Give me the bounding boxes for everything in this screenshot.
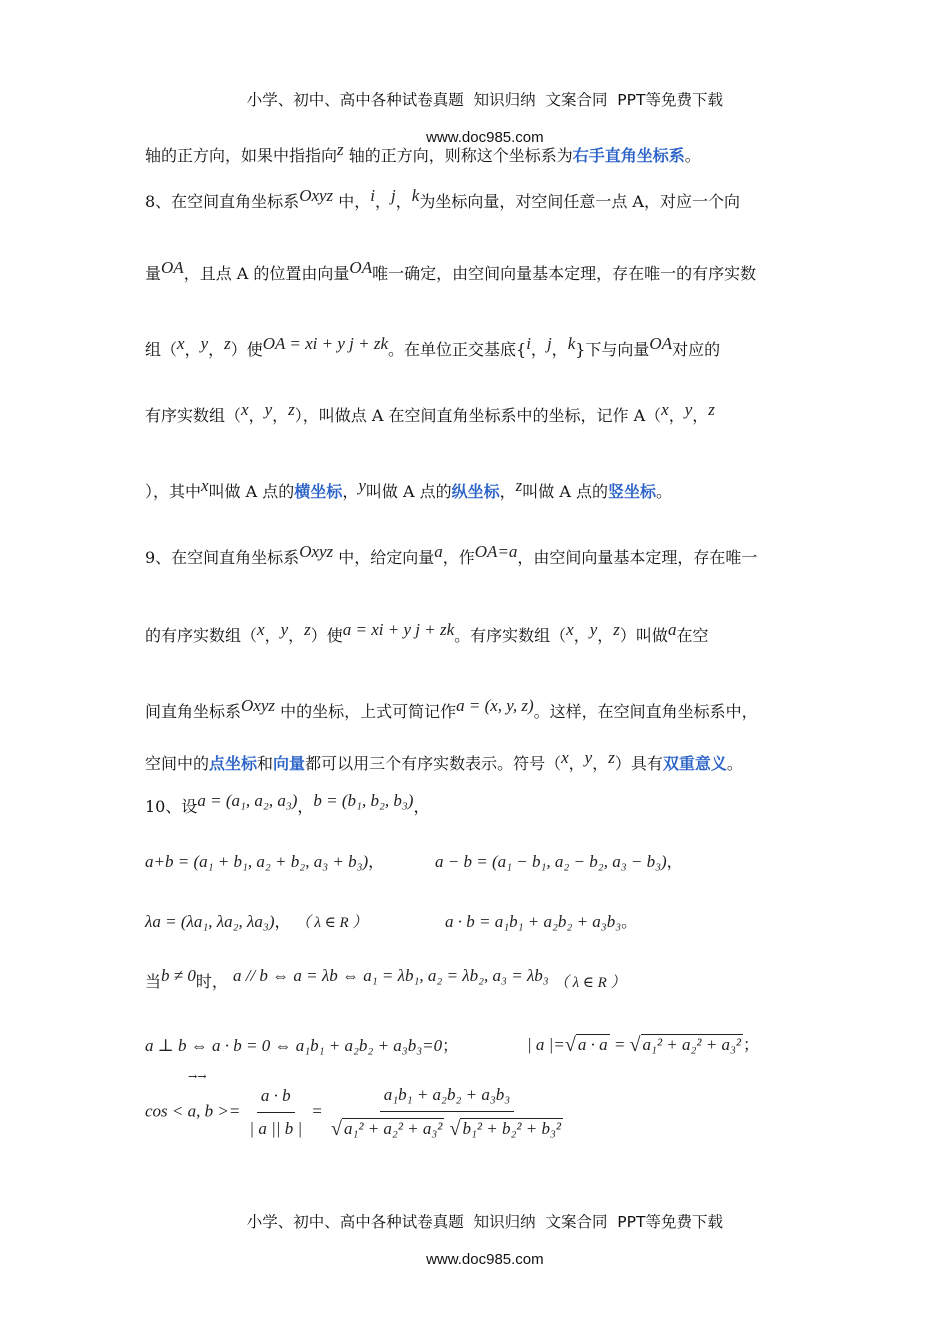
math-z: z (515, 476, 523, 495)
text: 都可以用三个有序实数表示。符号（ (305, 754, 562, 773)
text: ； (743, 1035, 760, 1054)
formula-scalar (145, 912, 367, 933)
math-oa-equals-a: OA=a (474, 542, 518, 561)
math-a-squares: a₁² + a₂² + a₃² (343, 1119, 443, 1138)
formula-definition (145, 791, 430, 817)
fraction-component-form (327, 1082, 567, 1142)
text: ）使 (230, 340, 263, 359)
math-x: x (257, 620, 265, 639)
paragraph-7-tail (145, 140, 701, 166)
math-denominator: | a || b | (249, 1118, 303, 1138)
formula-parallel (145, 966, 626, 993)
text: ， (592, 754, 609, 773)
text: 唯一确定，由空间向量基本定理，存在唯一的有序实数 (372, 264, 757, 283)
math-x: x (201, 476, 209, 495)
math-oa: OA (161, 258, 184, 277)
text: 组（ (145, 340, 178, 359)
math-a-components: a = (a₁, a₂, a₃) (197, 791, 298, 810)
footer-text: 小学、初中、高中各种试卷真题 知识归纳 文案合同 PPT等免费下载 (246, 1213, 723, 1231)
text: ），叫做点 A 在空间直角坐标系中的坐标，记作 A（ (294, 406, 662, 425)
text: 中，给定向量 (333, 548, 435, 567)
text: 中， (333, 192, 371, 211)
math-z: z (708, 400, 715, 419)
text: ， (395, 192, 412, 211)
term-height-coordinate: 竖坐标 (608, 482, 657, 501)
math-cosine-lhs: cos < a, b >= (145, 1101, 241, 1121)
math-z: z (288, 400, 295, 419)
text: 空间中的 (145, 754, 210, 773)
paragraph-9-line-3 (145, 696, 758, 722)
text: }下与向量 (575, 340, 650, 359)
text: ）叫做 (619, 626, 668, 645)
math-sum-of-squares: a₁² + a₂² + a₃² (642, 1035, 741, 1054)
text: 在空 (676, 626, 709, 645)
term-horizontal-coordinate: 横坐标 (294, 482, 343, 501)
math-vector-sum: a+b = (a₁ + b₁, a₂ + b₂, a₃ + b₃) (145, 852, 369, 871)
math-x: x (561, 748, 569, 767)
text: ），其中 (145, 482, 202, 501)
text: 叫做 A 点的 (522, 482, 608, 501)
formula-magnitude: | a |=√ a · a = √ a₁² + a₂² + a₃² ； (527, 1034, 760, 1056)
text: ， (499, 482, 516, 501)
math-y: y (264, 400, 273, 419)
sqrt-icon: √ (629, 1034, 641, 1056)
math-y: y (200, 334, 209, 353)
math-a: a (667, 620, 677, 639)
math-x: x (241, 400, 249, 419)
math-oa: OA (349, 258, 373, 277)
math-b-nonzero: b ≠ 0 (161, 966, 196, 985)
text: ， (288, 626, 305, 645)
math-y: y (280, 620, 289, 639)
math-z: z (224, 334, 231, 353)
math-a-equation: a = xi + y j + zk (342, 620, 455, 639)
formula-difference (435, 852, 683, 872)
text: 和 (257, 754, 274, 773)
text: ， (551, 340, 568, 359)
text: ， (692, 406, 709, 425)
text: ， (297, 797, 314, 816)
text: ，作 (442, 548, 475, 567)
text: 轴的正方向，如果中指指向 (145, 146, 338, 165)
term-vertical-coordinate: 纵坐标 (451, 482, 500, 501)
text: 量 (145, 264, 162, 283)
vector-arrows: →→ (188, 1070, 207, 1083)
math-denominator (327, 1112, 567, 1142)
sqrt-icon: √ (449, 1118, 461, 1140)
text: ， (342, 482, 359, 501)
text: ， (668, 406, 685, 425)
term-point-coordinate: 点坐标 (209, 754, 258, 773)
header-site-link[interactable]: www.doc985.com (426, 129, 544, 146)
text: ， (272, 406, 289, 425)
math-oxyz: Oxyz (299, 542, 334, 561)
sqrt-icon: √ (564, 1034, 576, 1056)
paragraph-8-line-4 (145, 400, 715, 426)
paragraph-8-line-5 (145, 476, 673, 502)
paragraph-8-line-1 (145, 186, 805, 212)
math-z: z (304, 620, 311, 639)
formula-cosine: cos < a, b >= $\frac{a \cdot b}{| a || b |}$ = $\frac{\text{a₁b₁ + a₂b₂ + a₃b₃}}{\text{√ a₁² + a₂² + a₃² √ b₁² + b₂² + b₃²}}$ (145, 1082, 567, 1142)
text: 。有序实数组（ (454, 626, 567, 645)
text: 中的坐标，上式可简记作 (275, 702, 457, 721)
text: 。在单位正交基底{ (388, 340, 527, 359)
math-j: j (391, 186, 396, 205)
math-a-tuple: a = (x, y, z) (456, 696, 534, 715)
math-b-components: b = (b₁, b₂, b₃) (313, 791, 414, 810)
text: ， (413, 797, 430, 816)
math-lambda-real: （ λ ∈ R ） (553, 975, 626, 991)
math-scalar-multiple: λa = (λa₁, λa₂, λa₃) (145, 912, 275, 931)
text: 有序实数组（ (145, 406, 242, 425)
text: 时， (195, 972, 228, 991)
fraction-dot-over-magnitudes (245, 1083, 306, 1142)
text: ， (597, 626, 614, 645)
math-z: z (608, 748, 615, 767)
math-y: y (584, 748, 593, 767)
text: ， (375, 192, 392, 211)
text: ， (530, 340, 547, 359)
text: ， (208, 340, 225, 359)
text: ， (264, 626, 281, 645)
math-numerator: a₁b₁ + a₂b₂ + a₃b₃ (380, 1082, 514, 1112)
math-a: a (434, 542, 443, 561)
math-z: z (337, 140, 344, 159)
math-x: x (661, 400, 669, 419)
text: 叫做 A 点的 (365, 482, 452, 501)
math-k: k (411, 186, 420, 205)
paragraph-9-line-2 (145, 620, 709, 646)
text: ， (274, 912, 291, 931)
text: 。 (621, 912, 638, 931)
text: 当 (145, 972, 162, 991)
text: ）使 (310, 626, 343, 645)
math-magnitude-lhs: | a |= (527, 1035, 565, 1054)
formula-perpendicular (145, 1036, 458, 1056)
term-right-hand-system: 右手直角坐标系 (572, 146, 685, 165)
math-b-squares: b₁² + b₂² + b₃² (462, 1119, 561, 1138)
header-text: 小学、初中、高中各种试卷真题 知识归纳 文案合同 PPT等免费下载 (246, 91, 723, 109)
text: ，且点 A 的位置由向量 (183, 264, 350, 283)
paragraph-8-line-2 (145, 258, 805, 284)
text: 对应的 (672, 340, 721, 359)
math-oxyz: Oxyz (299, 186, 334, 205)
term-vector: 向量 (273, 754, 306, 773)
math-oa: OA (649, 334, 673, 353)
math-a-dot-a: a · a (577, 1035, 608, 1054)
math-lambda-real: （ λ ∈ R ） (295, 915, 368, 931)
text: 轴的正方向，则称这个坐标系为 (343, 146, 573, 165)
text: ， (248, 406, 265, 425)
text: ， (573, 626, 590, 645)
text: 的有序实数组（ (145, 626, 258, 645)
text: ， (568, 754, 585, 773)
footer-site-link[interactable]: www.doc985.com (426, 1251, 544, 1268)
math-x: x (566, 620, 574, 639)
math-dot-product: a · b = a₁b₁ + a₂b₂ + a₃b₃ (445, 912, 622, 931)
text: ， (184, 340, 201, 359)
math-perpendicular-condition: a ⊥ b ⇔ a · b = 0 ⇔ a₁b₁ + a₂b₂ + a₃b₃=0 (145, 1036, 443, 1055)
text: 为坐标向量，对空间任意一点 A，对应一个向 (419, 192, 740, 211)
math-j: j (546, 334, 552, 353)
term-dual-meaning: 双重意义 (662, 754, 727, 773)
text: 叫做 A 点的 (208, 482, 295, 501)
math-y: y (589, 620, 598, 639)
math-numerator: a · b (257, 1083, 295, 1113)
text: 9、在空间直角坐标系 (145, 548, 300, 567)
math-y: y (684, 400, 693, 419)
text: 间直角坐标系 (145, 702, 242, 721)
formula-dot (445, 912, 637, 932)
paragraph-9-line-1 (145, 542, 758, 568)
math-i: i (526, 334, 531, 353)
text: ， (368, 852, 385, 871)
formula-sum (145, 852, 384, 872)
text: ）具有 (614, 754, 663, 773)
math-oxyz: Oxyz (241, 696, 275, 715)
page-footer (0, 1192, 950, 1286)
text: ，由空间向量基本定理，存在唯一 (517, 548, 758, 567)
math-oa-equation: OA = xi + y j + zk (262, 334, 388, 353)
text: 8、在空间直角坐标系 (145, 192, 300, 211)
text: ； (442, 1036, 459, 1055)
sqrt-icon: √ (330, 1118, 342, 1140)
text: 。 (684, 146, 701, 165)
math-y: y (358, 476, 366, 495)
math-parallel-condition: a // b ⇔ a = λb ⇔ a₁ = λb₁, a₂ = λb₂, a₃ = λb₃ (232, 966, 549, 985)
math-vector-difference: a − b = (a₁ − b₁, a₂ − b₂, a₃ − b₃) (435, 852, 667, 871)
math-z: z (613, 620, 620, 639)
paragraph-9-line-4 (145, 748, 743, 774)
paragraph-8-line-3 (145, 334, 721, 360)
text: 。这样，在空间直角坐标系中， (533, 702, 758, 721)
text: 10、设 (145, 797, 198, 816)
math-k: k (567, 334, 576, 353)
math-i: i (370, 186, 375, 205)
text: ， (666, 852, 683, 871)
text: 。 (656, 482, 673, 501)
text: 。 (726, 754, 743, 773)
math-x: x (177, 334, 185, 353)
